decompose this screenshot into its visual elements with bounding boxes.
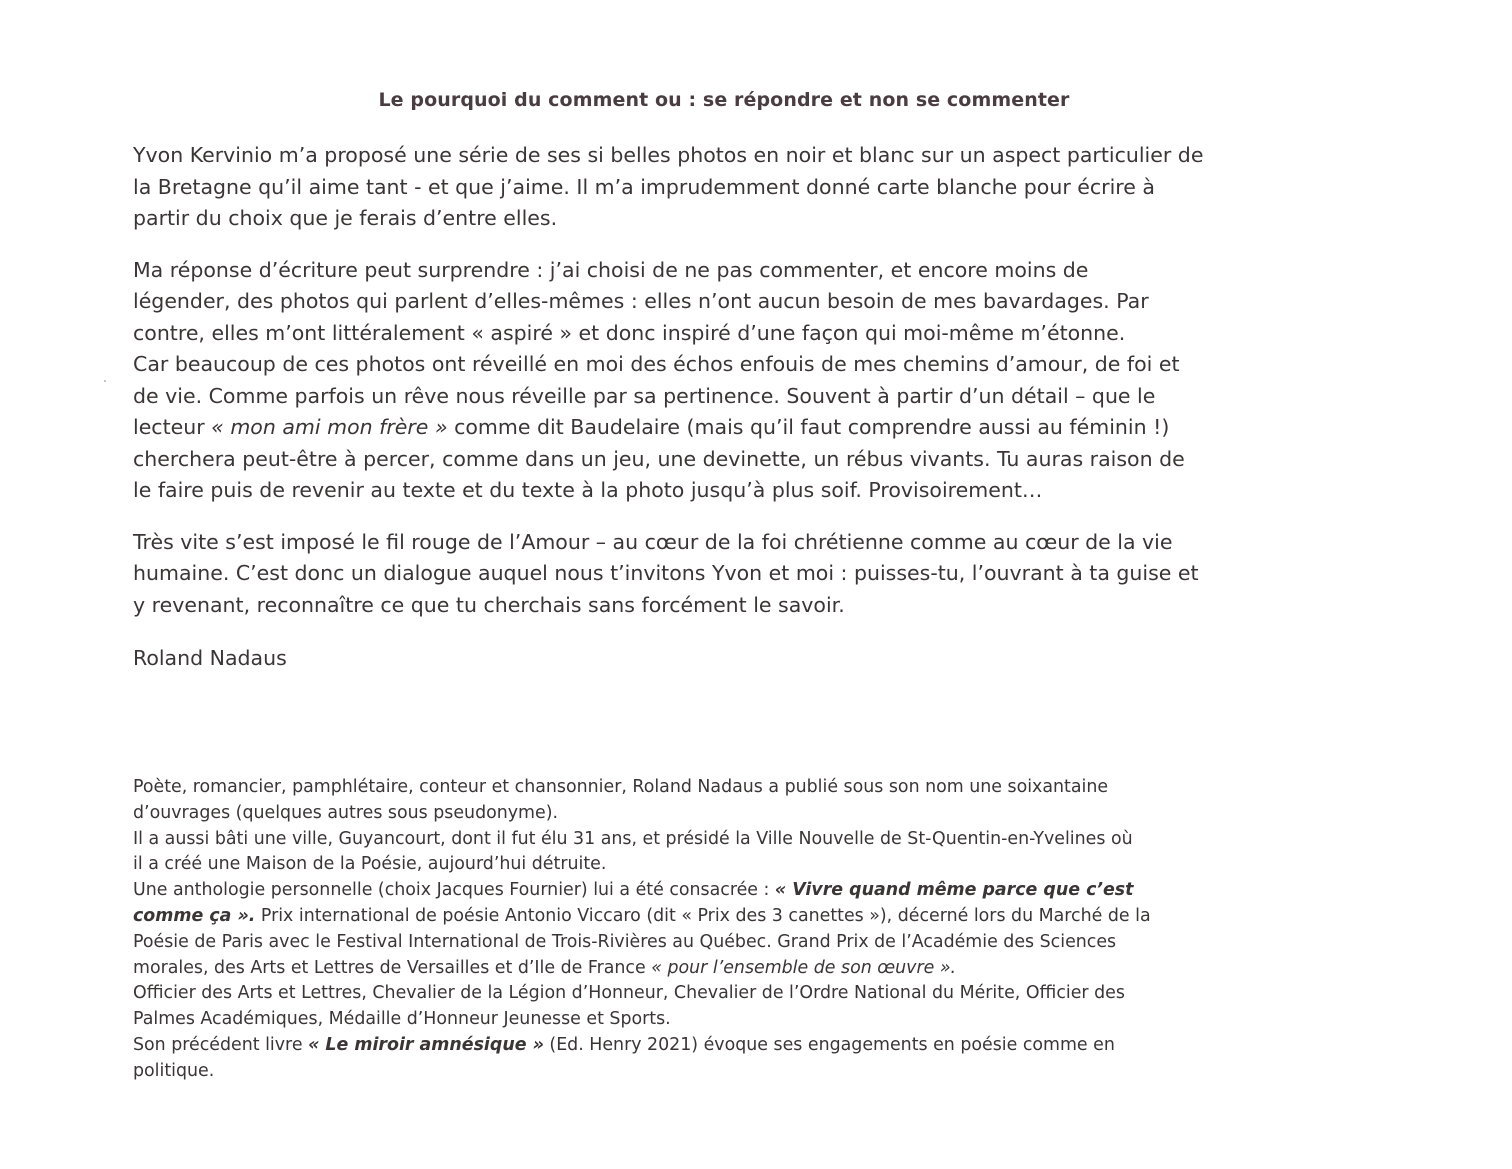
- text-segment: Son précédent livre: [133, 1034, 309, 1055]
- text-segment: Une anthologie personnelle (choix Jacques Fournier) lui a été consacrée :: [133, 880, 775, 901]
- bio-line: Il a aussi bâti une ville, Guyancourt, dont il fut élu 31 ans, et présidé la Ville Nouvelle de St-Quentin-en-Yvelines où: [133, 828, 1133, 849]
- text-line: partir du choix que je ferais d’entre elles.: [133, 206, 558, 230]
- bio-line: [133, 904, 1333, 930]
- baudelaire-quote: « mon ami mon frère »: [211, 415, 448, 439]
- text-line: [133, 412, 1333, 444]
- bio-line: Officier des Arts et Lettres, Chevalier de la Légion d’Honneur, Chevalier de l’Ordre National du Mérite, Officier des: [133, 983, 1125, 1004]
- bio-line: Palmes Académiques, Médaille d’Honneur Jeunesse et Sports.: [133, 1009, 671, 1030]
- text-line: Très vite s’est imposé le fil rouge de l’Amour – au cœur de la foi chrétienne comme au cœur de la vie: [133, 529, 1173, 554]
- text-line: de vie. Comme parfois un rêve nous réveille par sa pertinence. Souvent à partir d’un détail – que le: [133, 383, 1156, 408]
- text-segment: lecteur: [133, 415, 212, 439]
- anthology-title-end: comme ça ».: [133, 905, 256, 926]
- bio-line: [133, 878, 1333, 904]
- bio-line: Poésie de Paris avec le Festival International de Trois-Rivières au Québec. Grand Prix de l’Académie des Sciences: [133, 931, 1117, 952]
- bio-line: il a créé une Maison de la Poésie, aujourd’hui détruite.: [133, 854, 607, 875]
- bio-line: politique.: [133, 1060, 215, 1081]
- text-line: légender, des photos qui parlent d’elles-mêmes : elles n’ont aucun besoin de mes bavardages. Par: [133, 289, 1149, 313]
- text-line: Yvon Kervinio m’a proposé une série de ses si belles photos en noir et blanc sur un aspect particulier de: [133, 143, 1204, 167]
- text-line: cherchera peut-être à percer, comme dans un jeu, une devinette, un rébus vivants. Tu auras raison de: [133, 446, 1185, 471]
- paragraph-response: [133, 255, 1333, 507]
- main-text: [133, 140, 1333, 641]
- text-line: y revenant, reconnaître ce que tu cherchais sans forcément le savoir.: [133, 592, 845, 617]
- text-segment: comme dit Baudelaire (mais qu’il faut comprendre aussi au féminin !): [447, 415, 1170, 439]
- scan-speck: [104, 380, 106, 382]
- text-line: Car beaucoup de ces photos ont réveillé en moi des échos enfouis de mes chemins d’amour, de foi et: [133, 352, 1180, 376]
- text-line: Ma réponse d’écriture peut surprendre : j’ai choisi de ne pas commenter, et encore moins de: [133, 257, 1089, 282]
- text-line: humaine. C’est donc un dialogue auquel nous t’invitons Yvon et moi : puisses-tu, l’ouvrant à ta guise et: [133, 561, 1199, 585]
- book-title: « Le miroir amnésique »: [308, 1034, 544, 1055]
- text-line: la Bretagne qu’il aime tant - et que j’aime. Il m’a imprudemment donné carte blanche pour écrire à: [133, 174, 1155, 199]
- bio-line: [133, 956, 1333, 982]
- award-citation: « pour l’ensemble de son œuvre ».: [651, 957, 957, 978]
- document-title: Le pourquoi du comment ou : se répondre et non se commenter: [378, 89, 1070, 111]
- paragraph-intro: [133, 140, 1333, 235]
- text-segment: (Ed. Henry 2021) évoque ses engagements en poésie comme en: [543, 1034, 1115, 1055]
- anthology-title: « Vivre quand même parce que c’est: [774, 880, 1134, 901]
- bio-line: d’ouvrages (quelques autres sous pseudonyme).: [133, 802, 559, 823]
- paragraph-love: [133, 527, 1333, 622]
- text-segment: morales, des Arts et Lettres de Versailles et d’Ile de France: [133, 957, 652, 978]
- author-signature: Roland Nadaus: [133, 646, 287, 670]
- text-segment: Prix international de poésie Antonio Viccaro (dit « Prix des 3 canettes »), décerné lors du Marché de la: [255, 905, 1151, 926]
- text-line: le faire puis de revenir au texte et du texte à la photo jusqu’à plus soif. Provisoirement…: [133, 478, 1043, 502]
- bio-line: [133, 1033, 1333, 1059]
- text-line: contre, elles m’ont littéralement « aspiré » et donc inspiré d’une façon qui moi-même m’étonne.: [133, 320, 1126, 345]
- author-biography: [133, 775, 1333, 1085]
- bio-line: Poète, romancier, pamphlétaire, conteur et chansonnier, Roland Nadaus a publié sous son nom une soixantaine: [133, 777, 1109, 797]
